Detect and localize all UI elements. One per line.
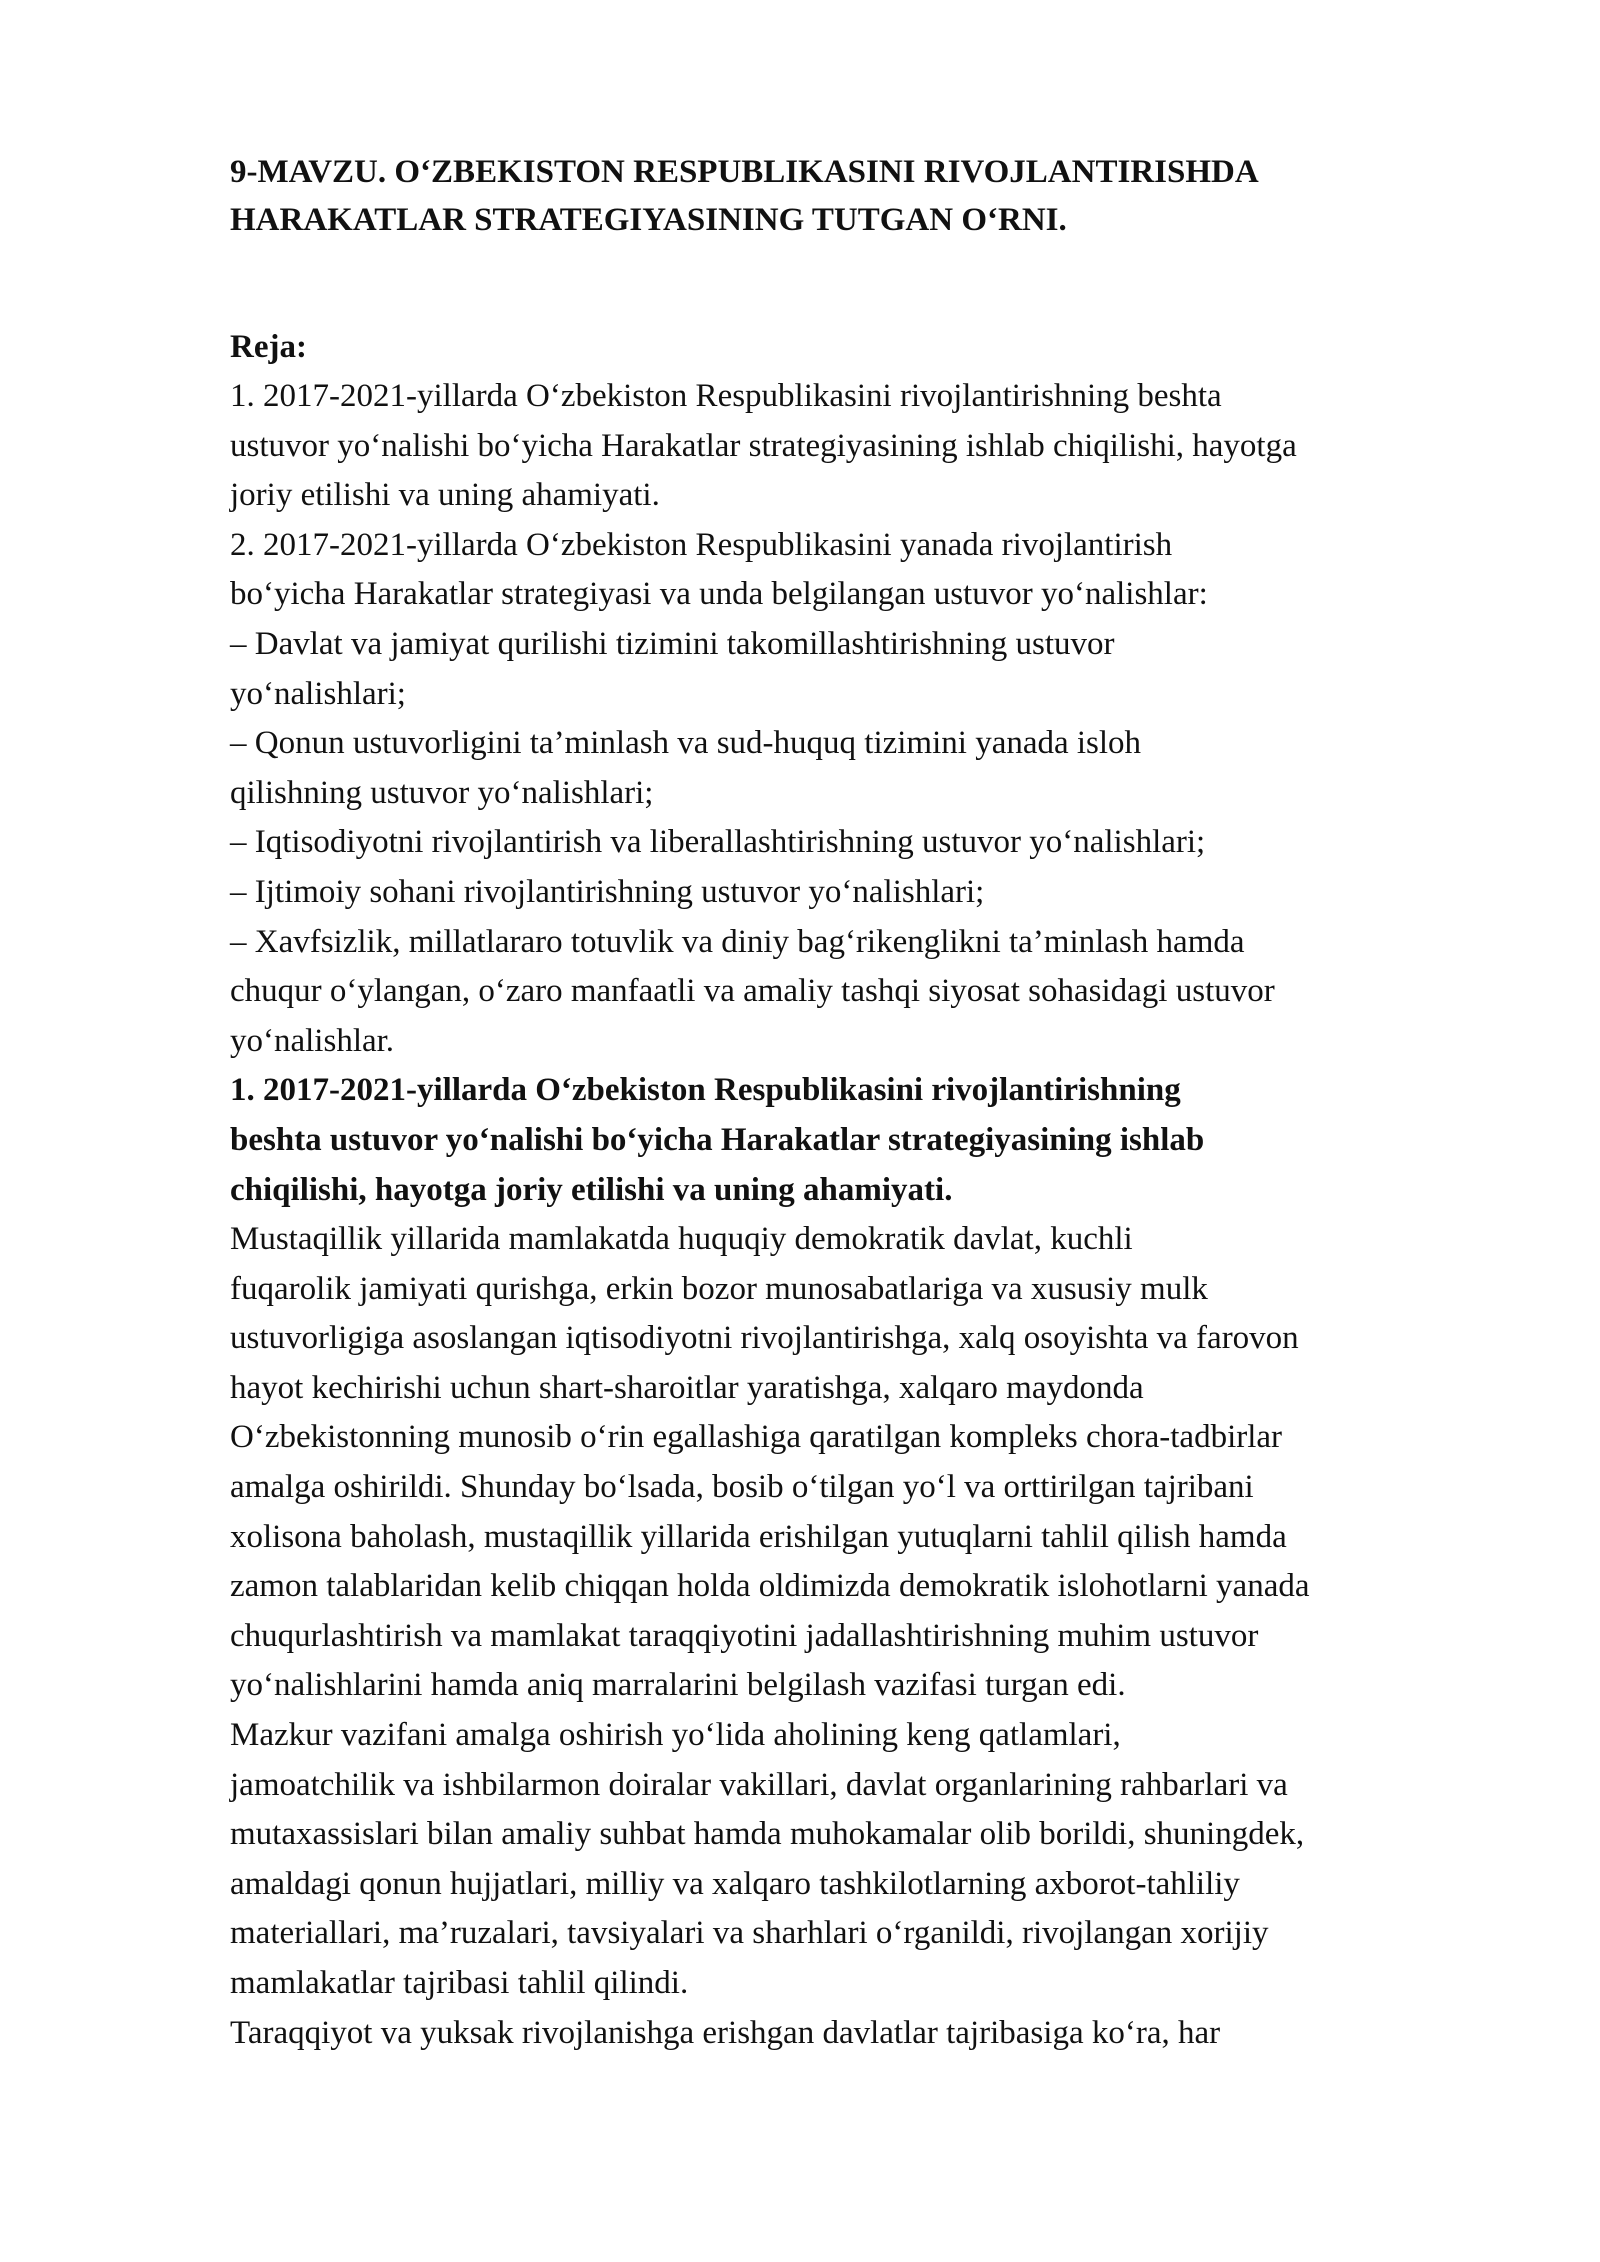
text-line: Mustaqillik yillarida mamlakatda huquqiy demokratik davlat, kuchli bbox=[230, 1221, 1133, 1258]
text-line: ustuvorligiga asoslangan iqtisodiyotni rivojlantirishga, xalq osoyishta va farovon bbox=[230, 1320, 1299, 1357]
text-line: 1. 2017-2021-yillarda O‘zbekiston Respublikasini rivojlantirishning beshta bbox=[230, 378, 1222, 414]
text-line: – Ijtimoiy sohani rivojlantirishning ustuvor yo‘nalishlari; bbox=[230, 873, 985, 910]
text-line: – Xavfsizlik, millatlararo totuvlik va diniy bag‘rikenglikni ta’minlash hamda bbox=[230, 923, 1245, 960]
text-line: zamon talablaridan kelib chiqqan holda oldimizda demokratik islohotlarni yanada bbox=[230, 1568, 1310, 1605]
text-line: fuqarolik jamiyati qurishga, erkin bozor munosabatlariga va xususiy mulk bbox=[230, 1270, 1208, 1307]
text-line: 2. 2017-2021-yillarda O‘zbekiston Respublikasini yanada rivojlantirish bbox=[230, 526, 1173, 563]
text-line: yo‘nalishlari; bbox=[230, 675, 406, 712]
body-text bbox=[230, 372, 1480, 2058]
text-line: Mazkur vazifani amalga oshirish yo‘lida aholining keng qatlamlari, bbox=[230, 1717, 1121, 1754]
text-line: chuqurlashtirish va mamlakat taraqqiyotini jadallashtirishning muhim ustuvor bbox=[230, 1617, 1259, 1654]
text-line: – Qonun ustuvorligini ta’minlash va sud-huquq tizimini yanada isloh bbox=[230, 725, 1142, 762]
text-line: mutaxassislari bilan amaliy suhbat hamda muhokamalar olib borildi, shuningdek, bbox=[230, 1816, 1305, 1853]
text-line: yo‘nalishlarini hamda aniq marralarini belgilash vazifasi turgan edi. bbox=[230, 1667, 1126, 1704]
text-line: amalga oshirildi. Shunday bo‘lsada, bosib o‘tilgan yo‘l va orttirilgan tajribani bbox=[230, 1469, 1254, 1506]
text-line: O‘zbekistonning munosib o‘rin egallashiga qaratilgan kompleks chora-tadbirlar bbox=[230, 1419, 1283, 1456]
title-line: HARAKATLAR STRATEGIYASINING TUTGAN O‘RNI. bbox=[230, 202, 1067, 238]
text-line: Taraqqiyot va yuksak rivojlanishga erishgan davlatlar tajribasiga ko‘ra, har bbox=[230, 2014, 1221, 2051]
section-heading-line: chiqilishi, hayotga joriy etilishi va uning ahamiyati. bbox=[230, 1171, 953, 1208]
text-line: materiallari, ma’ruzalari, tavsiyalari va sharhlari o‘rganildi, rivojlangan xorijiy bbox=[230, 1915, 1269, 1952]
text-line: ustuvor yo‘nalishi bo‘yicha Harakatlar strategiyasining ishlab chiqilishi, hayotga bbox=[230, 427, 1297, 464]
text-line: chuqur o‘ylangan, o‘zaro manfaatli va amaliy tashqi siyosat sohasidagi ustuvor bbox=[230, 973, 1275, 1010]
text-line: – Iqtisodiyotni rivojlantirish va liberallashtirishning ustuvor yo‘nalishlari; bbox=[230, 824, 1206, 861]
reja-heading: Reja: bbox=[230, 329, 307, 365]
text-line: bo‘yicha Harakatlar strategiyasi va unda belgilangan ustuvor yo‘nalishlar: bbox=[230, 576, 1208, 613]
text-line: joriy etilishi va uning ahamiyati. bbox=[230, 477, 660, 514]
section-heading-line: 1. 2017-2021-yillarda O‘zbekiston Respublikasini rivojlantirishning bbox=[230, 1072, 1181, 1109]
text-line: xolisona baholash, mustaqillik yillarida erishilgan yutuqlarni tahlil qilish hamda bbox=[230, 1518, 1287, 1555]
text-line: qilishning ustuvor yo‘nalishlari; bbox=[230, 774, 654, 811]
document-title bbox=[230, 148, 1480, 244]
title-line: 9-MAVZU. O‘ZBEKISTON RESPUBLIKASINI RIVOJLANTIRISHDA bbox=[230, 154, 1259, 190]
section-heading-line: beshta ustuvor yo‘nalishi bo‘yicha Harakatlar strategiyasining ishlab bbox=[230, 1121, 1205, 1158]
text-line: amaldagi qonun hujjatlari, milliy va xalqaro tashkilotlarning axborot-tahliliy bbox=[230, 1865, 1240, 1902]
text-line: jamoatchilik va ishbilarmon doiralar vakillari, davlat organlarining rahbarlari va bbox=[230, 1766, 1288, 1803]
page-content bbox=[230, 148, 1480, 2058]
text-line: yo‘nalishlar. bbox=[230, 1022, 395, 1059]
text-line: hayot kechirishi uchun shart-sharoitlar yaratishga, xalqaro maydonda bbox=[230, 1369, 1144, 1406]
text-line: – Davlat va jamiyat qurilishi tizimini takomillashtirishning ustuvor bbox=[230, 625, 1115, 662]
text-line: mamlakatlar tajribasi tahlil qilindi. bbox=[230, 1965, 689, 2001]
